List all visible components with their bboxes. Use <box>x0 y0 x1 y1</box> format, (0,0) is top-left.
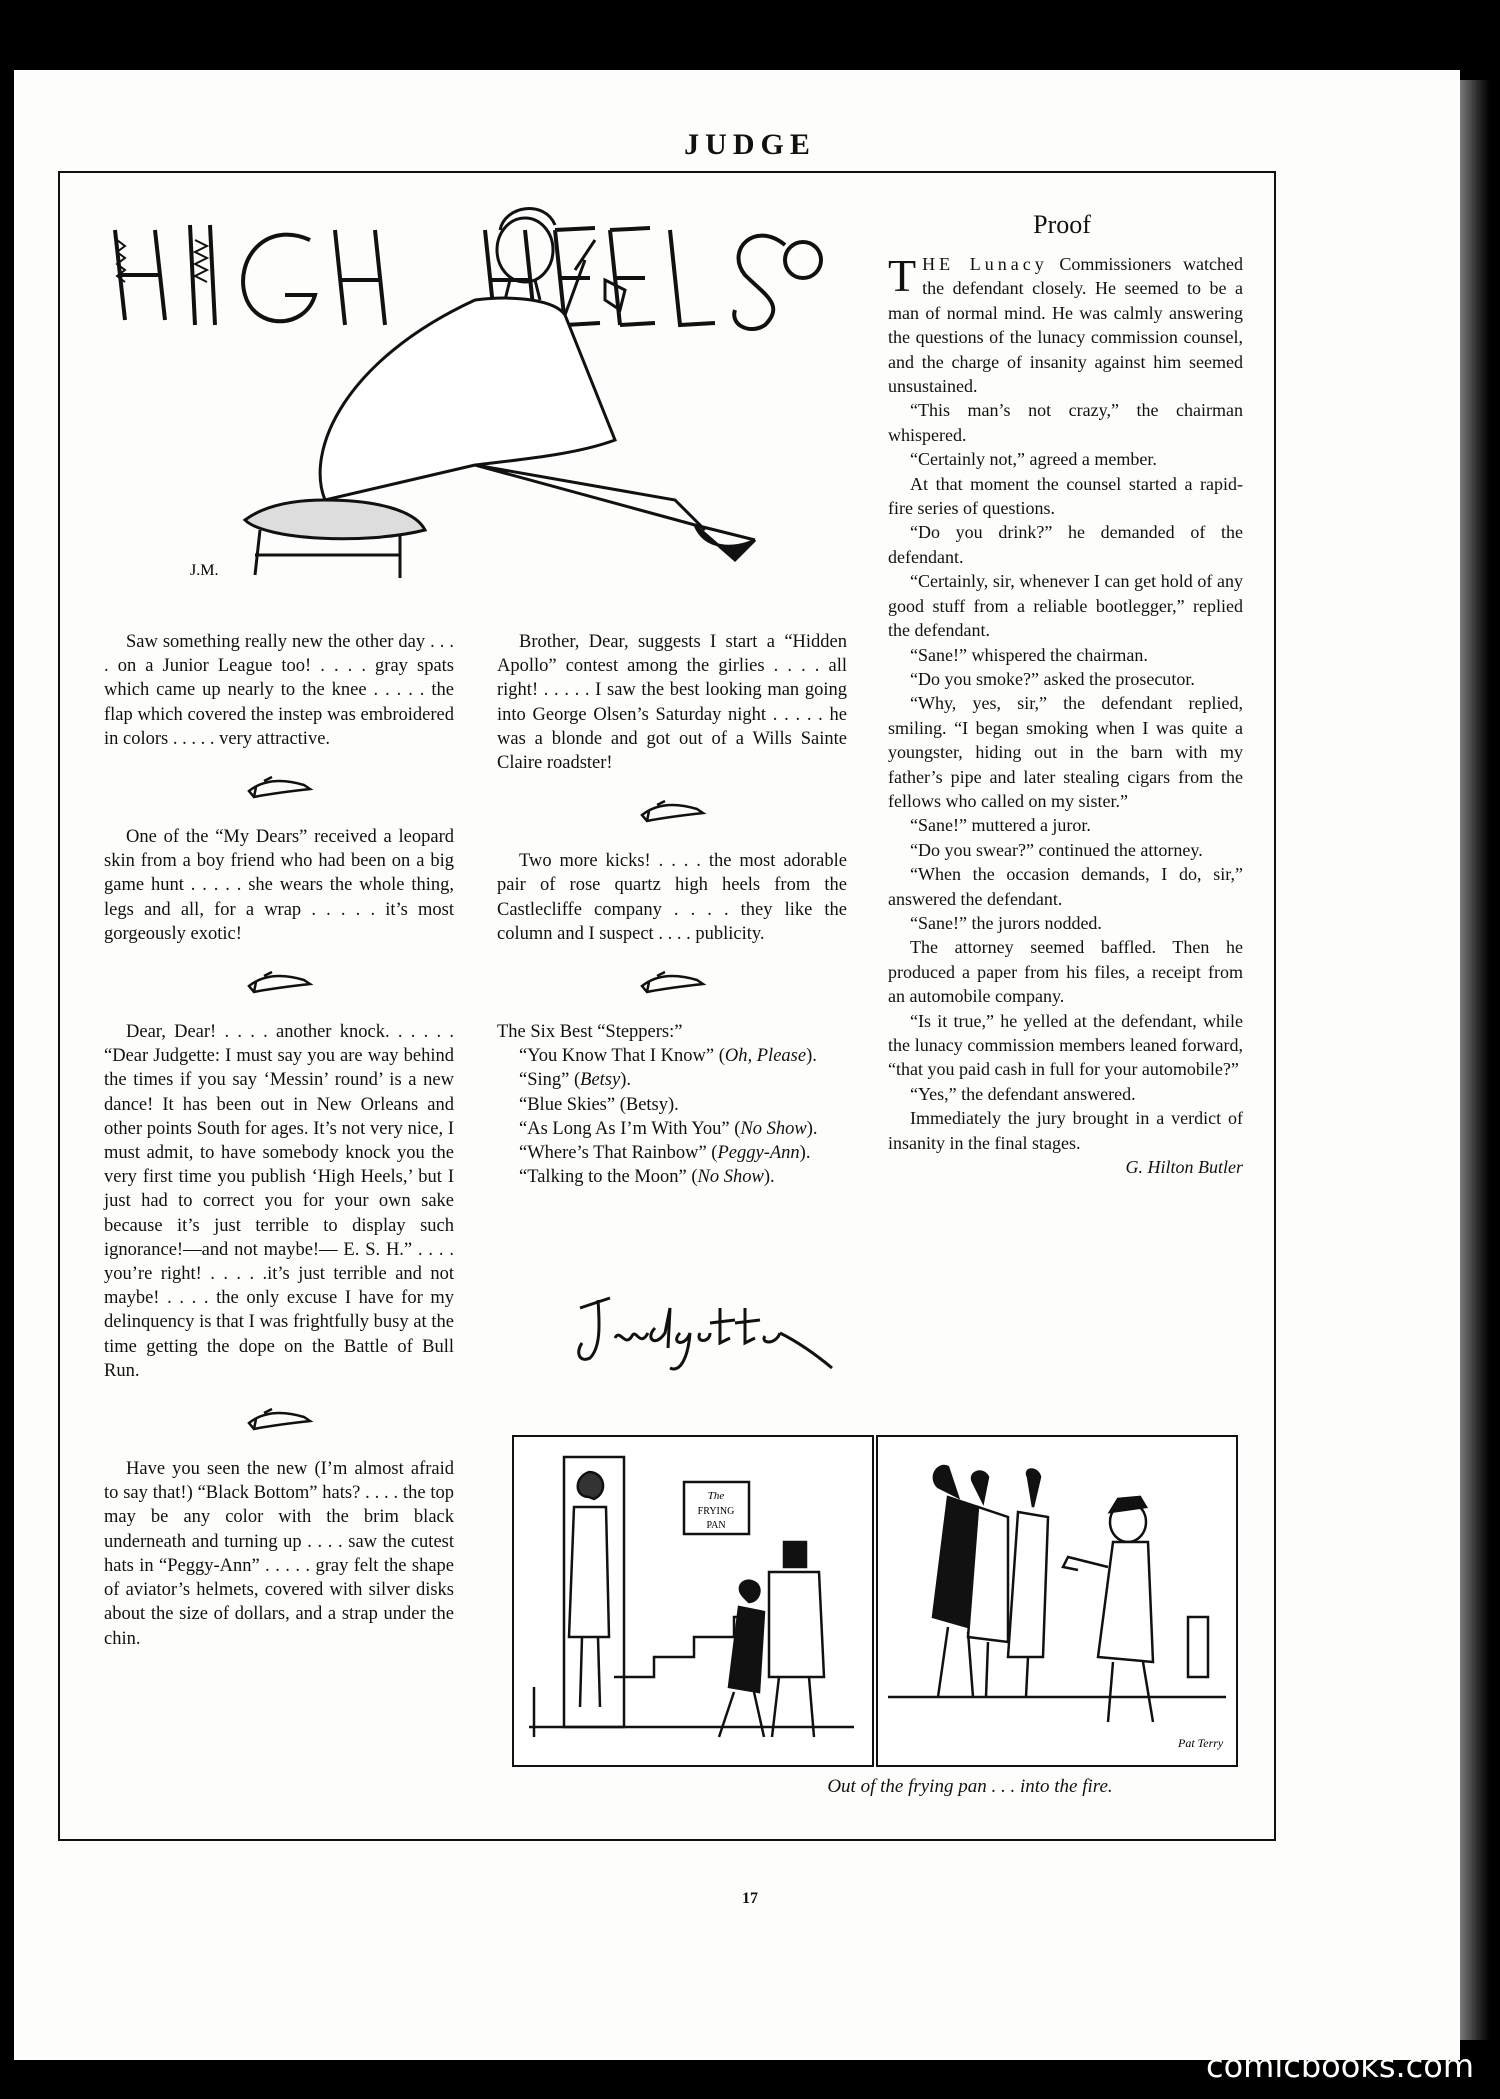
song-end: ). <box>806 1118 818 1139</box>
sign-line-1: The <box>707 1490 725 1502</box>
proof-author: G. Hilton Butler <box>1125 1157 1243 1178</box>
steppers-list <box>497 1044 847 1189</box>
stepper-item <box>497 1093 847 1117</box>
cartoon-artist-mark: Pat Terry <box>1178 1736 1224 1750</box>
judgette-signature <box>570 1288 840 1383</box>
proof-paragraph: “This man’s not crazy,” the chairman whispered. <box>888 400 1243 445</box>
song-end: ). <box>620 1070 631 1091</box>
high-heels-middle-column <box>497 630 847 1189</box>
artist-mark: J.M. <box>190 562 219 579</box>
cartoon-caption: Out of the frying pan . . . into the fire. <box>827 1776 1113 1797</box>
high-heels-illustration <box>95 200 855 600</box>
lead-small-caps: HE Lunacy <box>922 254 1048 274</box>
watermark: comicbooks.com <box>1205 2047 1474 2085</box>
proof-paragraph: “Why, yes, sir,” the defendant replied, smiling. “I began smoking when I was quite a youngster, hiding out in the barn with my father’s pipe and later stealing cigars from the fellows who called on my sister.” <box>888 693 1243 811</box>
proof-paragraph: “Certainly, sir, whenever I can get hold of any good stuff from a reliable bootlegger,” replied the defendant. <box>888 571 1243 641</box>
song-end: ). <box>799 1143 811 1164</box>
show-name: No Show <box>697 1167 764 1188</box>
paragraph: Brother, Dear, suggests I start a “Hidden Apollo” contest among the girlies . . . . all right! . . . . . I saw the best looking man going into George Olsen’s Saturday night . . . . . he was a blonde and got out of a Wills Sainte Claire roadster! <box>497 632 847 774</box>
proof-paragraph: “Yes,” the defendant answered. <box>910 1083 1136 1104</box>
proof-paragraph: Immediately the jury brought in a verdict of insanity in the final stages. <box>888 1108 1243 1153</box>
cartoon-panel-frying-pan <box>512 1435 874 1767</box>
sign-line-3: PAN <box>706 1520 726 1531</box>
paragraph: One of the “My Dears” received a leopard skin from a boy friend who had been on a big game hunt . . . . . she wears the whole thing, legs and all, for a wrap . . . . . it’s most gorgeously exotic! <box>104 827 454 944</box>
stepper-item <box>497 1068 847 1092</box>
proof-paragraph: “When the occasion demands, I do, sir,” answered the defendant. <box>888 864 1243 909</box>
paragraph: Saw something really new the other day . . . . on a Junior League too! . . . . gray spats which came up nearly to the knee . . . . . the flap which covered the instep was embroidered in colors . . . . . very attractive. <box>104 632 454 749</box>
song-title: “Where’s That Rainbow” ( <box>519 1143 718 1164</box>
proof-paragraph: At that moment the counsel started a rapid-fire series of questions. <box>888 473 1243 519</box>
stepper-item <box>497 1141 847 1165</box>
stepper-item <box>497 1117 847 1141</box>
proof-title: Proof <box>1033 210 1091 239</box>
proof-paragraph: “Sane!” whispered the chairman. <box>910 644 1148 665</box>
cartoon-panel-fire <box>876 1435 1238 1767</box>
steppers-heading: The Six Best “Steppers:” <box>497 1022 683 1043</box>
high-heel-shoe-icon <box>637 797 707 825</box>
lead-text: Commissioners watched the defendant closely. He seemed to be a man of normal mind. He was calmly answering the questions of the lunacy commission counsel, and the charge of insanity against him seemed unsustained. <box>888 254 1244 397</box>
proof-paragraph: “Sane!” muttered a juror. <box>910 815 1091 836</box>
show-name: No Show <box>740 1118 807 1139</box>
proof-paragraph: “Certainly not,” agreed a member. <box>910 449 1157 470</box>
paragraph: Dear, Dear! . . . . another knock. . . . . . “Dear Judgette: I must say you are way behind the times if you say ‘Messin’ round’ is a new dance! It has been out in New Orleans and other points South for ages. It’s not very nice, I must admit, to have somebody knock you the very first time you publish ‘High Heels,’ but I just had to correct you for your own sake because it’s just terrible to display such ignorance!—and not maybe!— E. S. H.” . . . . you’re right! . . . . .it’s just terrible and not maybe! . . . . the only excuse I have for my delinquency is that I was frightfully busy at the time getting the dope on the Battle of Bull Run. <box>104 1022 454 1381</box>
proof-paragraph: “Do you smoke?” asked the prosecutor. <box>910 668 1195 689</box>
proof-lead-paragraph <box>888 252 1243 398</box>
page-binding-edge <box>1460 80 1490 2040</box>
proof-paragraph: “Sane!” the jurors nodded. <box>910 912 1102 933</box>
flapper-figure <box>245 209 755 578</box>
song-end: ). <box>763 1167 775 1188</box>
proof-column <box>888 252 1243 1179</box>
stepper-item <box>497 1165 847 1189</box>
sign-line-2: FRYING <box>697 1506 735 1517</box>
masthead: JUDGE <box>684 128 816 161</box>
stepper-item <box>497 1044 847 1068</box>
paragraph: Have you seen the new (I’m almost afraid to say that!) “Black Bottom” hats? . . . . the top may be any color with the brim black underneath and turning up . . . . saw the cutest hats in “Peggy-Ann” . . . . . gray felt the shape of aviator’s helmets, covered with silver disks about the size of dollars, and a strap under the chin. <box>104 1459 454 1649</box>
proof-paragraph: “Is it true,” he yelled at the defendant, while the lunacy commission members leaned forward, “that you paid cash in full for your automobile?” <box>888 1010 1243 1080</box>
high-heels-left-column <box>104 630 454 1651</box>
proof-paragraph: The attorney seemed baffled. Then he produced a paper from his files, a receipt from an automobile company. <box>888 937 1243 1007</box>
high-heel-shoe-icon <box>244 1405 314 1433</box>
paragraph: Two more kicks! . . . . the most adorable pair of rose quartz high heels from the Castlecliffe company . . . . they like the column and I suspect . . . . publicity. <box>497 851 847 944</box>
song-title: “As Long As I’m With You” ( <box>519 1118 741 1139</box>
song-title: “You Know That I Know” ( <box>519 1046 725 1067</box>
song-title: “Blue Skies” (Betsy). <box>519 1094 679 1115</box>
drop-cap: T <box>888 250 917 301</box>
show-name: Betsy <box>580 1070 621 1091</box>
high-heel-shoe-icon <box>244 773 314 801</box>
high-heel-shoe-icon <box>637 968 707 996</box>
song-title: “Sing” ( <box>519 1070 581 1091</box>
proof-paragraphs <box>888 398 1243 1155</box>
song-end: ). <box>806 1046 817 1067</box>
high-heel-shoe-icon <box>244 968 314 996</box>
page-number: 17 <box>742 1890 758 1907</box>
song-title: “Talking to the Moon” ( <box>519 1167 698 1188</box>
show-name: Peggy-Ann <box>717 1143 800 1164</box>
proof-paragraph: “Do you swear?” continued the attorney. <box>910 839 1203 860</box>
proof-paragraph: “Do you drink?” he demanded of the defendant. <box>888 522 1243 567</box>
show-name: Oh, Please <box>724 1046 807 1067</box>
